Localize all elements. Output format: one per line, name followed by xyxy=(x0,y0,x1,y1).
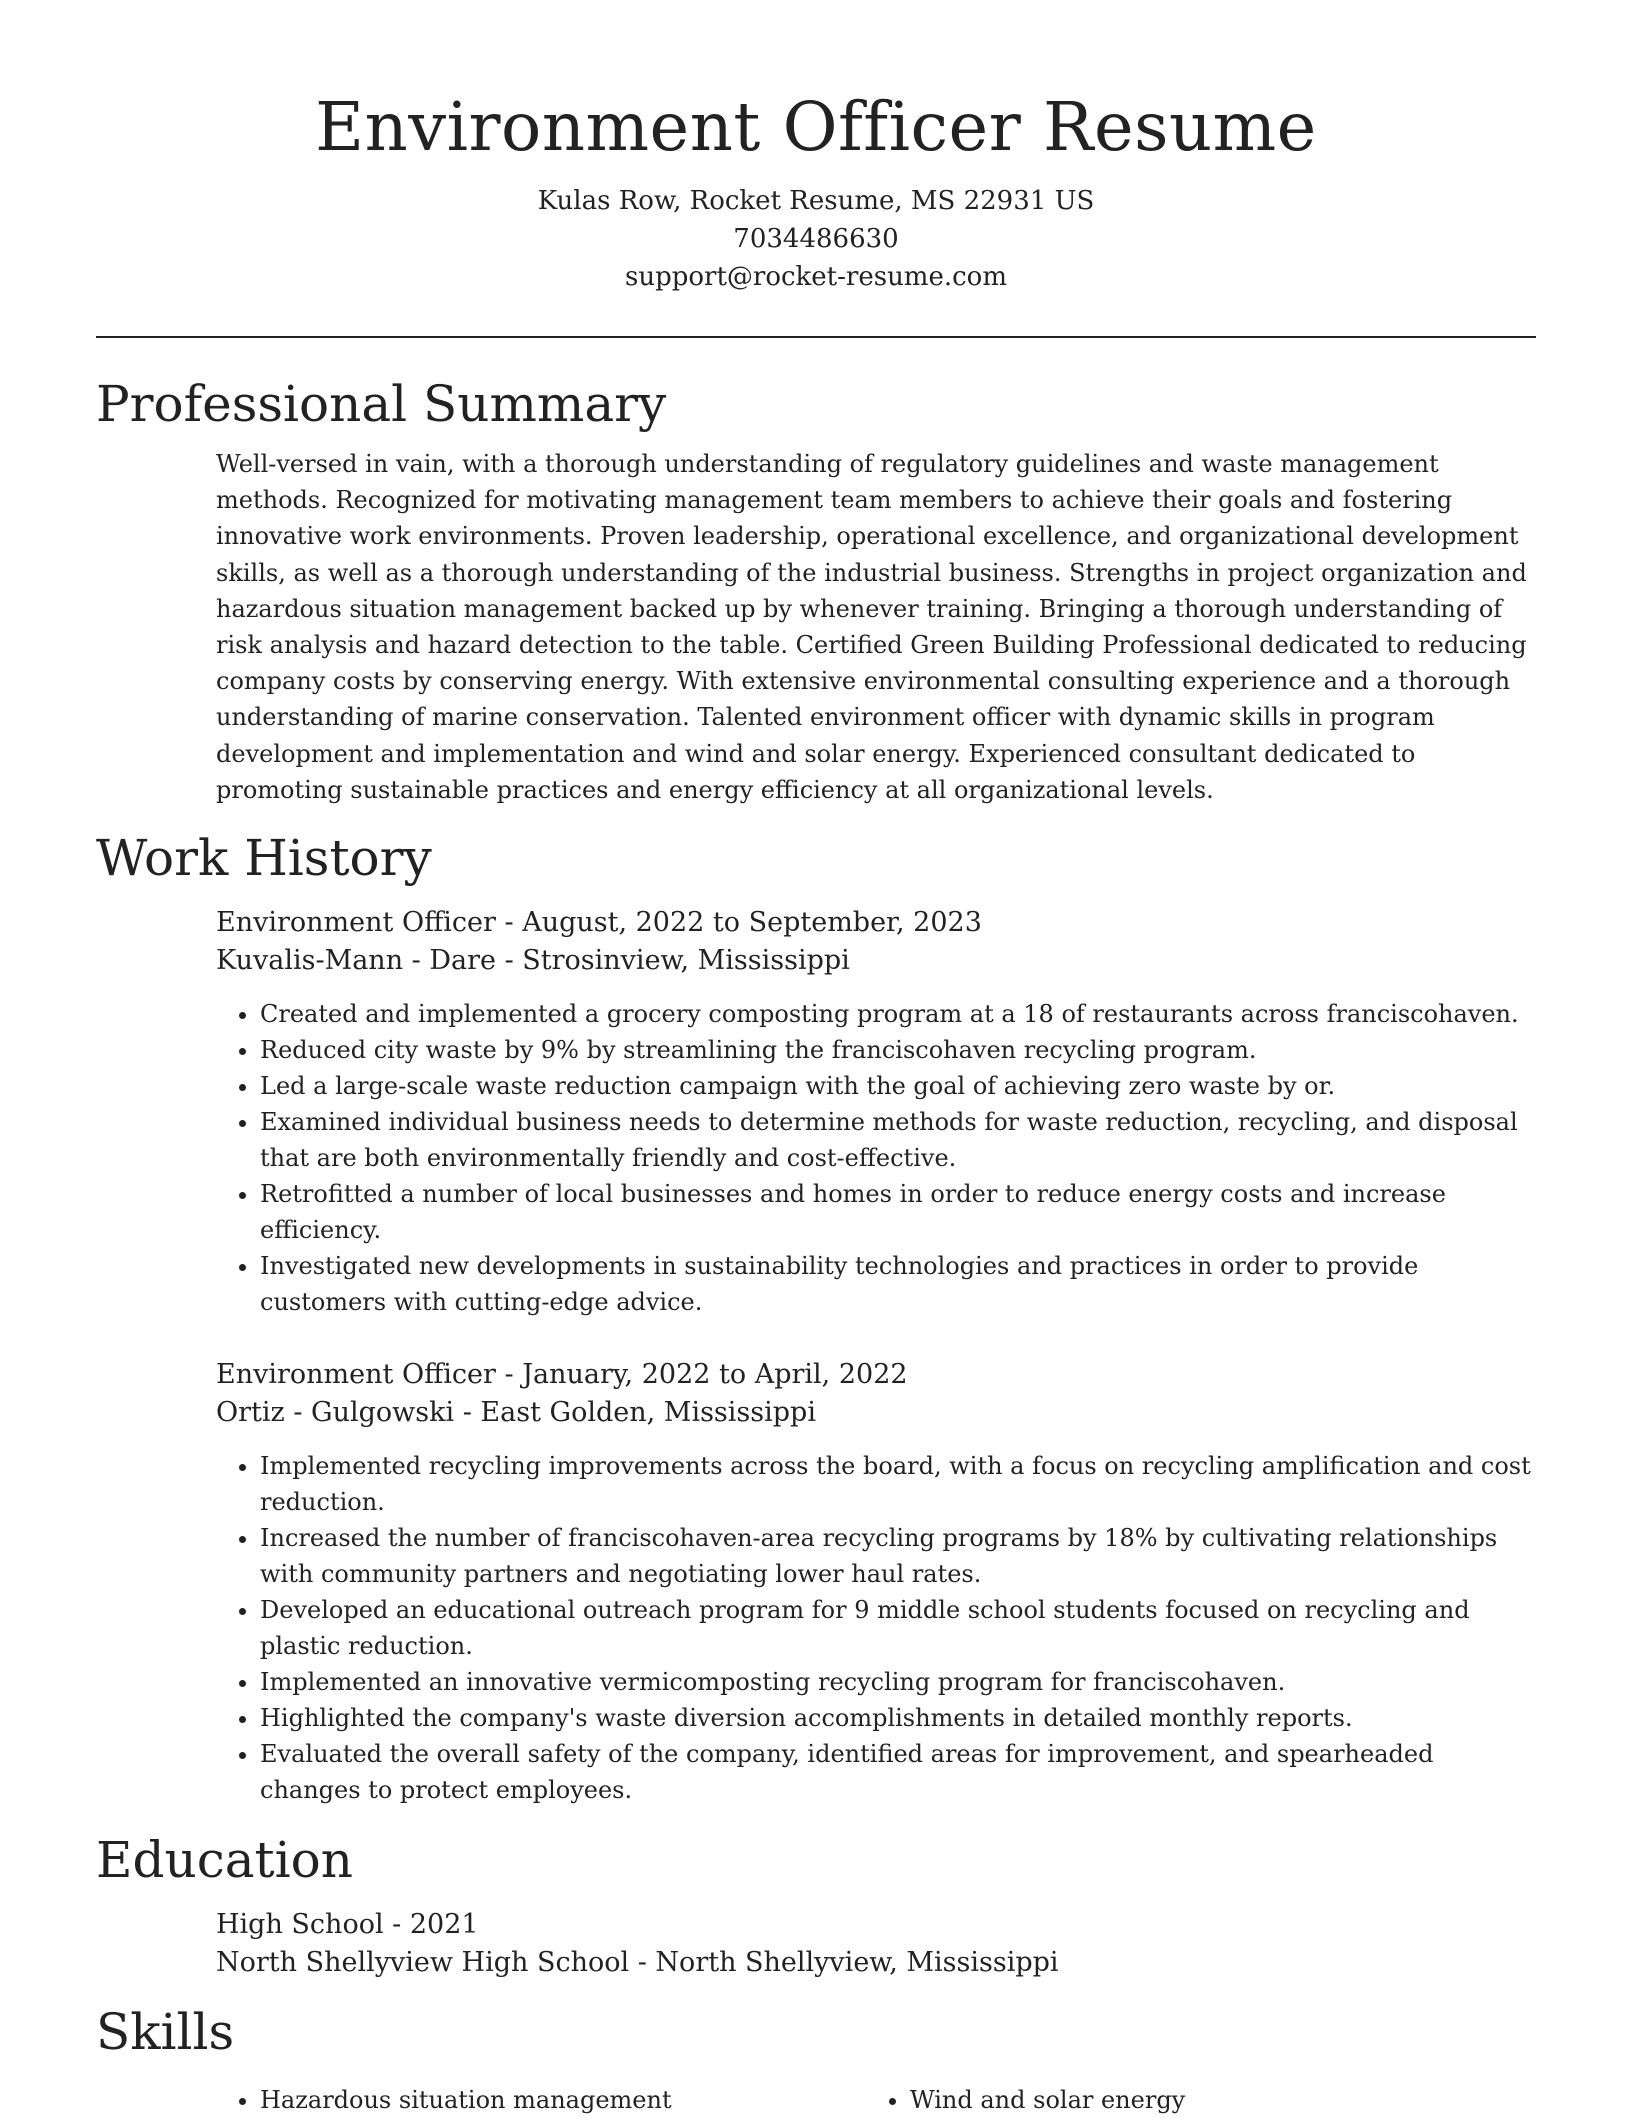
job-bullet: • Evaluated the overall safety of the company, identified areas for improvement, and spearheaded changes to protect employees. xyxy=(260,1736,1536,1808)
job-entry xyxy=(216,904,1536,1320)
skills-column-left xyxy=(216,2082,866,2118)
skills-heading: Skills xyxy=(96,2003,235,2062)
skills-grid xyxy=(216,2082,1536,2118)
job-entry xyxy=(216,1356,1536,1808)
summary-text: Well-versed in vain, with a thorough understanding of regulatory guidelines and waste management methods. Recognized for motivating management team members to achieve their goals and fostering innovative work environments. Proven leadership, operational excellence, and organizational development skills, as well as a thorough understanding of the industrial business. Strengths in project organization and hazardous situation management backed up by whenever training. Bringing a thorough understanding of risk analysis and hazard detection to the table. Certified Green Building Professional dedicated to reducing company costs by conserving energy. With extensive environmental consulting experience and a thorough understanding of marine conservation. Talented environment officer with dynamic skills in program development and implementation and wind and solar energy. Experienced consultant dedicated to promoting sustainable practices and energy efficiency at all organizational levels. xyxy=(216,450,1527,804)
education-heading: Education xyxy=(96,1831,353,1890)
education-school-line: North Shellyview High School - North Shellyview, Mississippi xyxy=(216,1947,1059,1979)
job-title-line: Environment Officer - August, 2022 to September, 2023 xyxy=(216,907,982,939)
education-degree-line: High School - 2021 xyxy=(216,1909,479,1941)
summary-heading: Professional Summary xyxy=(96,375,667,433)
job-bullet: • Examined individual business needs to determine methods for waste reduction, recycling, and disposal that are both environmentally friendly and cost-effective. xyxy=(260,1104,1536,1176)
contact-address: Kulas Row, Rocket Resume, MS 22931 US xyxy=(537,186,1095,216)
job-bullet: • Reduced city waste by 9% by streamlining the franciscohaven recycling program. xyxy=(260,1032,1536,1068)
resume-title: Environment Officer Resume xyxy=(315,88,1317,166)
job-bullet: • Implemented recycling improvements across the board, with a focus on recycling amplification and cost reduction. xyxy=(260,1448,1536,1520)
job-bullet: • Developed an educational outreach program for 9 middle school students focused on recycling and plastic reduction. xyxy=(260,1592,1536,1664)
skill-item: • Hazardous situation management xyxy=(260,2082,866,2118)
resume-page xyxy=(96,0,1536,2118)
job-bullet: • Retrofitted a number of local businesses and homes in order to reduce energy costs and increase efficiency. xyxy=(260,1176,1536,1248)
job-bullets xyxy=(216,996,1536,1320)
work-history-heading: Work History xyxy=(96,829,432,888)
contact-email: support@rocket-resume.com xyxy=(624,262,1007,292)
job-company-line: Ortiz - Gulgowski - East Golden, Mississippi xyxy=(216,1397,816,1429)
job-title-line: Environment Officer - January, 2022 to April, 2022 xyxy=(216,1359,908,1391)
skills-column-right xyxy=(866,2082,1516,2118)
header-divider xyxy=(96,336,1536,338)
job-bullet: • Investigated new developments in sustainability technologies and practices in order to provide customers with cutting-edge advice. xyxy=(260,1248,1536,1320)
job-bullet: • Implemented an innovative vermicomposting recycling program for franciscohaven. xyxy=(260,1664,1536,1700)
job-bullet: • Led a large-scale waste reduction campaign with the goal of achieving zero waste by or. xyxy=(260,1068,1536,1104)
job-company-line: Kuvalis-Mann - Dare - Strosinview, Mississippi xyxy=(216,945,850,977)
job-bullet: • Created and implemented a grocery composting program at a 18 of restaurants across franciscohaven. xyxy=(260,996,1536,1032)
education-entry xyxy=(216,1906,1536,1982)
contact-phone: 7034486630 xyxy=(733,224,899,254)
job-bullet: • Highlighted the company's waste diversion accomplishments in detailed monthly reports. xyxy=(260,1700,1536,1736)
work-history-list xyxy=(216,904,1536,1808)
job-bullets xyxy=(216,1448,1536,1808)
contact-block xyxy=(96,182,1536,296)
skill-item: • Wind and solar energy xyxy=(910,2082,1516,2118)
job-bullet: • Increased the number of franciscohaven-area recycling programs by 18% by cultivating relationships with community partners and negotiating lower haul rates. xyxy=(260,1520,1536,1592)
